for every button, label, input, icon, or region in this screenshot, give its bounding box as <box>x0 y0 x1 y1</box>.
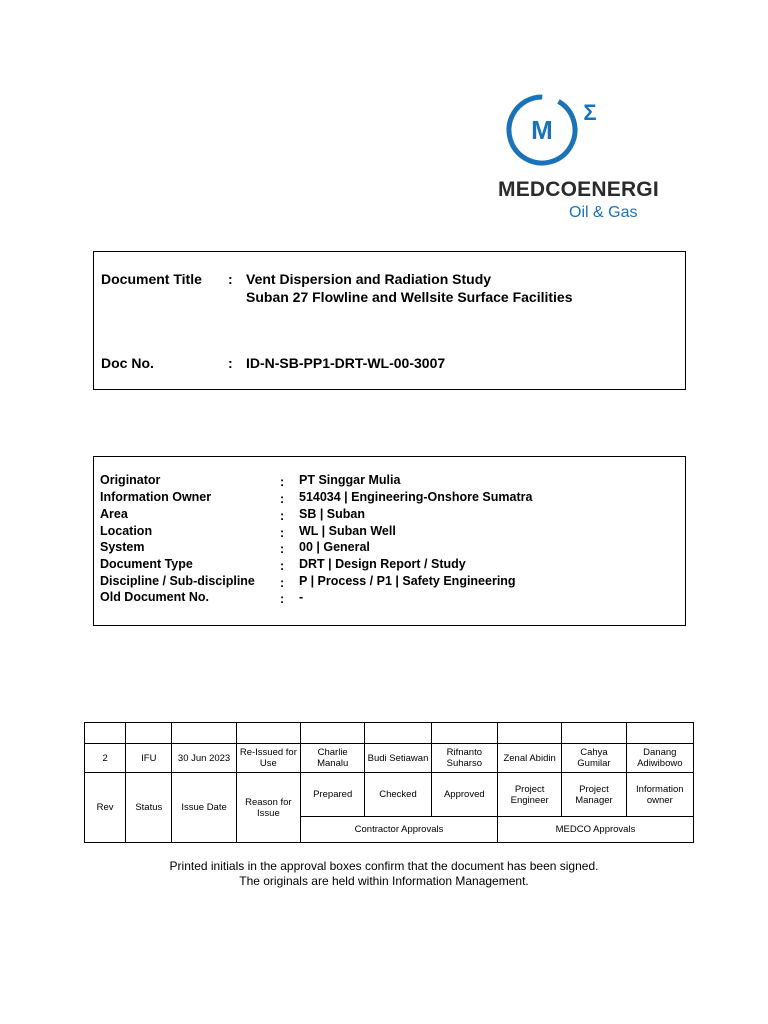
rev-value: 2 <box>85 744 126 773</box>
info-value: SB | Suban <box>299 507 366 521</box>
info-value: DRT | Design Report / Study <box>299 557 466 571</box>
approval-table <box>84 722 694 843</box>
info-label: Originator <box>100 473 161 487</box>
prepared-header: Prepared <box>301 773 365 817</box>
signature-note-line2: The originals are held within Information Management. <box>239 874 529 888</box>
info-label: Document Type <box>100 557 193 571</box>
approved-header: Approved <box>431 773 497 817</box>
approved-value: Rifnanto Suharso <box>431 744 497 773</box>
project-engineer-header: Project Engineer <box>497 773 561 817</box>
document-info-block <box>93 456 686 626</box>
info-value: 514034 | Engineering-Onshore Sumatra <box>299 490 533 504</box>
checked-value: Budi Setiawan <box>365 744 431 773</box>
rev-header: Rev <box>85 773 126 843</box>
colon: : <box>280 475 285 489</box>
colon: : <box>280 559 285 573</box>
svg-text:Σ: Σ <box>583 100 597 125</box>
info-label: Discipline / Sub-discipline <box>100 574 255 588</box>
info-label: Old Document No. <box>100 590 210 604</box>
colon: : <box>280 492 285 506</box>
issue-date-header: Issue Date <box>172 773 236 843</box>
approval-blank-row <box>85 723 694 744</box>
colon: : <box>280 576 285 590</box>
info-value: 00 | General <box>299 540 370 554</box>
reason-header: Reason for Issue <box>236 773 300 843</box>
info-label: System <box>100 540 145 554</box>
status-value: IFU <box>126 744 172 773</box>
doc-no-value: ID-N-SB-PP1-DRT-WL-00-3007 <box>246 355 446 371</box>
colon: : <box>228 355 233 371</box>
svg-text:M: M <box>531 115 553 145</box>
project-manager-header: Project Manager <box>562 773 626 817</box>
colon: : <box>280 509 285 523</box>
information-owner-header: Information owner <box>626 773 693 817</box>
colon: : <box>228 271 233 287</box>
checked-header: Checked <box>365 773 431 817</box>
information-owner-value: Danang Adiwibowo <box>626 744 693 773</box>
info-label: Location <box>100 524 153 538</box>
info-value: WL | Suban Well <box>299 524 396 538</box>
logo-subtitle: Oil & Gas <box>569 204 638 221</box>
medco-approvals-label: MEDCO Approvals <box>497 817 693 843</box>
colon: : <box>280 592 285 606</box>
document-title-block <box>93 251 686 390</box>
signature-note-line1: Printed initials in the approval boxes confirm that the document has been signed. <box>169 859 599 873</box>
prepared-value: Charlie Manalu <box>301 744 365 773</box>
logo-wordmark: MEDCOENERGI <box>498 178 659 201</box>
status-header: Status <box>126 773 172 843</box>
colon: : <box>280 526 285 540</box>
info-value: PT Singgar Mulia <box>299 473 401 487</box>
info-label: Area <box>100 507 128 521</box>
document-title-line1: Vent Dispersion and Radiation Study <box>246 271 492 287</box>
issue-date-value: 30 Jun 2023 <box>172 744 236 773</box>
colon: : <box>280 542 285 556</box>
approval-data-row <box>85 744 694 773</box>
document-title-label: Document Title <box>101 271 202 287</box>
approval-header-row <box>85 773 694 817</box>
document-title-line2: Suban 27 Flowline and Wellsite Surface Facilities <box>246 289 573 305</box>
project-engineer-value: Zenal Abidin <box>497 744 561 773</box>
project-manager-value: Cahya Gumilar <box>562 744 626 773</box>
info-value: - <box>299 590 304 604</box>
reason-value: Re-Issued for Use <box>236 744 300 773</box>
contractor-approvals-label: Contractor Approvals <box>301 817 498 843</box>
info-label: Information Owner <box>100 490 212 504</box>
doc-no-label: Doc No. <box>101 355 154 371</box>
info-value: P | Process / P1 | Safety Engineering <box>299 574 516 588</box>
